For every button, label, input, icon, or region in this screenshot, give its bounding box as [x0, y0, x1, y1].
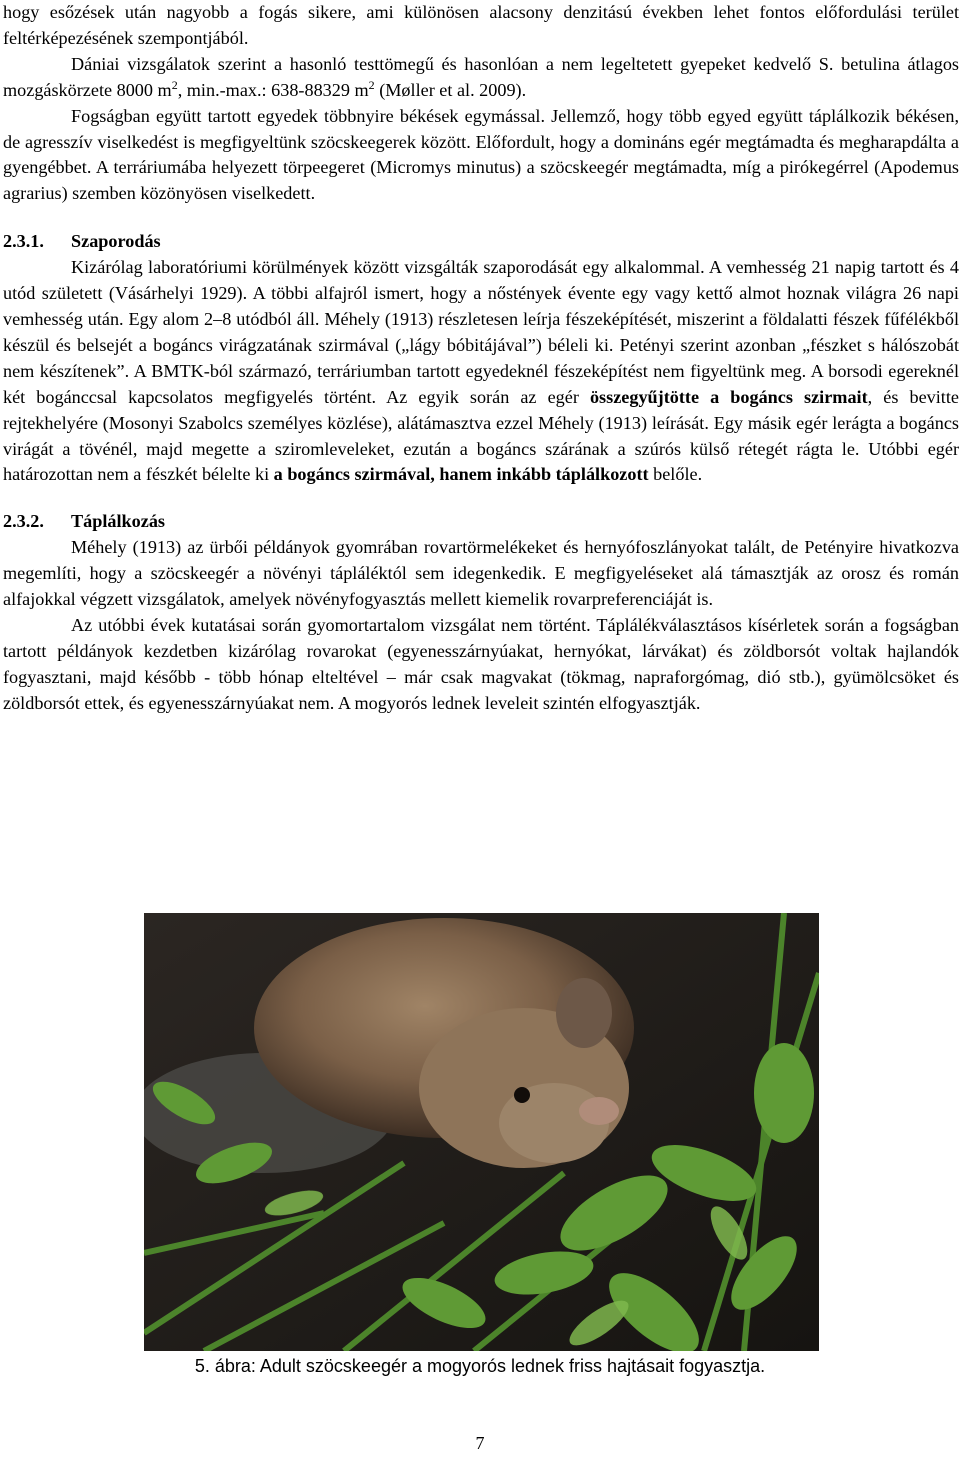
paragraph-continued: hogy esőzések után nagyobb a fogás sikere, ami különösen alacsony denzitású években lehet fontos előfordulási terület feltérképezésének szempontjából. — [3, 2, 959, 48]
text: belőle. — [648, 464, 703, 485]
paragraph-feeding-1: Méhely (1913) az ürbői példányok gyomrában rovartörmelékeket és hernyófoszlányokat talált, de Petényire hivatkozva megemlíti, hogy a szöcskeegér a növényi tápláléktól sem idegenkedik. E megfigyeléseket alá támasztják az orosz és román alfajokkal végzett vizsgálatok, amelyek növényfogyasztás mellett kiemelik rovarpreferenciáját is. — [3, 537, 959, 610]
section-heading-feeding — [3, 509, 959, 535]
paragraph-captivity: Fogságban együtt tartott egyedek többnyire békések egymással. Jellemző, hogy több egyed együtt táplálkozik békésen, de agresszív viselkedést is megfigyeltünk szöcskeegerek között. Előfordult, hogy a domináns egér megtámadta és megharapdálta a gyengébbet. A terráriumába helyezett törpeegeret (Micromys minutus) a szöcskeegér megtámadta, míg a pirókegérrel (Apodemus agrarius) szemben közönyösen viselkedett. — [3, 105, 959, 204]
section-title: Táplálkozás — [71, 511, 165, 532]
document-page — [3, 0, 959, 717]
section-number: 2.3.1. — [3, 231, 44, 252]
text: Kizárólag laboratóriumi körülmények között vizsgálták szaporodását egy alkalommal. A vemhesség 21 napig tartott és 4 utód született (Vásárhelyi 1929). A többi alfajról ismert, hogy a nőstények évente egy vagy kettő almot hoznak világra 26 napi vemhesség után. Egy alom 2–8 utódból áll. Méhely (1913) részletesen leírja fészeképítését, miszerint a földalatti fészek fűfélékből készül és belsejét a bogáncs virágzatának szirmával („lágy bóbitájával”) béleli ki. Petényi szerint azonban „fészket s hálószobát nem készítenek”. A BMTK-ból származó, terráriumban tartott egyedeknél fészeképítést nem figyeltünk meg. A borsodi egereknél két bogánccsal kapcsolatos megfigyelés történt. Az egyik során az egér — [3, 257, 959, 407]
page-number: 7 — [475, 1433, 485, 1453]
bold-text: összegyűjtötte a bogáncs szirmait — [589, 386, 868, 407]
figure-caption: 5. ábra: Adult szöcskeegér a mogyorós lednek friss hajtásait fogyasztja. — [194, 1356, 766, 1376]
bold-text: a bogáncs szirmával, hanem inkább táplálkozott — [273, 464, 649, 485]
text: (Møller et al. 2009). — [374, 79, 527, 100]
mouse-photo — [144, 913, 819, 1351]
superscript: 2 — [171, 77, 178, 92]
section-heading-reproduction — [3, 229, 959, 255]
superscript: 2 — [368, 77, 375, 92]
paragraph-home-range — [3, 52, 959, 104]
text: Dániai vizsgálatok szerint a hasonló testtömegű és hasonlóan a nem legeltetett gyepeket kedvelő S. betulina átlagos mozgáskörzete 8000 m — [3, 53, 959, 100]
paragraph-feeding-2: Az utóbbi évek kutatásai során gyomortartalom vizsgálat nem történt. Táplálékválasztásos kísérletek során a fogságban tartott példányok kezdetben kizárólag rovarokat (egyenesszárnyúakat, hernyókat, lárvákat) és zöldborsót voltak hajlandók fogyasztani, majd később - több hónap elteltével – már csak magvakat (tökmag, napraforgómag, dió stb.), gyümölcsöket és zöldborsót ettek, és egyenesszárnyúakat nem. A mogyorós lednek leveleit szintén elfogyasztják. — [3, 614, 959, 713]
section-title: Szaporodás — [71, 231, 161, 252]
section-number: 2.3.2. — [3, 511, 44, 532]
text: , min.-max.: 638-88329 m — [177, 79, 369, 100]
text: , és bevitte rejtekhelyére (Mosonyi Szabolcs személyes közlése), alátámasztva ezzel Méhely (1913) leírását. Egy másik egér lerágta a bogáncs virágát a tövénél, majd megette a sziromleveleket, ezután a bogáncs szárának a szúrós külső rétegét rágta le. Utóbbi egér határozottan nem a fészkét bélelte ki — [3, 386, 959, 485]
paragraph-reproduction — [3, 255, 959, 488]
